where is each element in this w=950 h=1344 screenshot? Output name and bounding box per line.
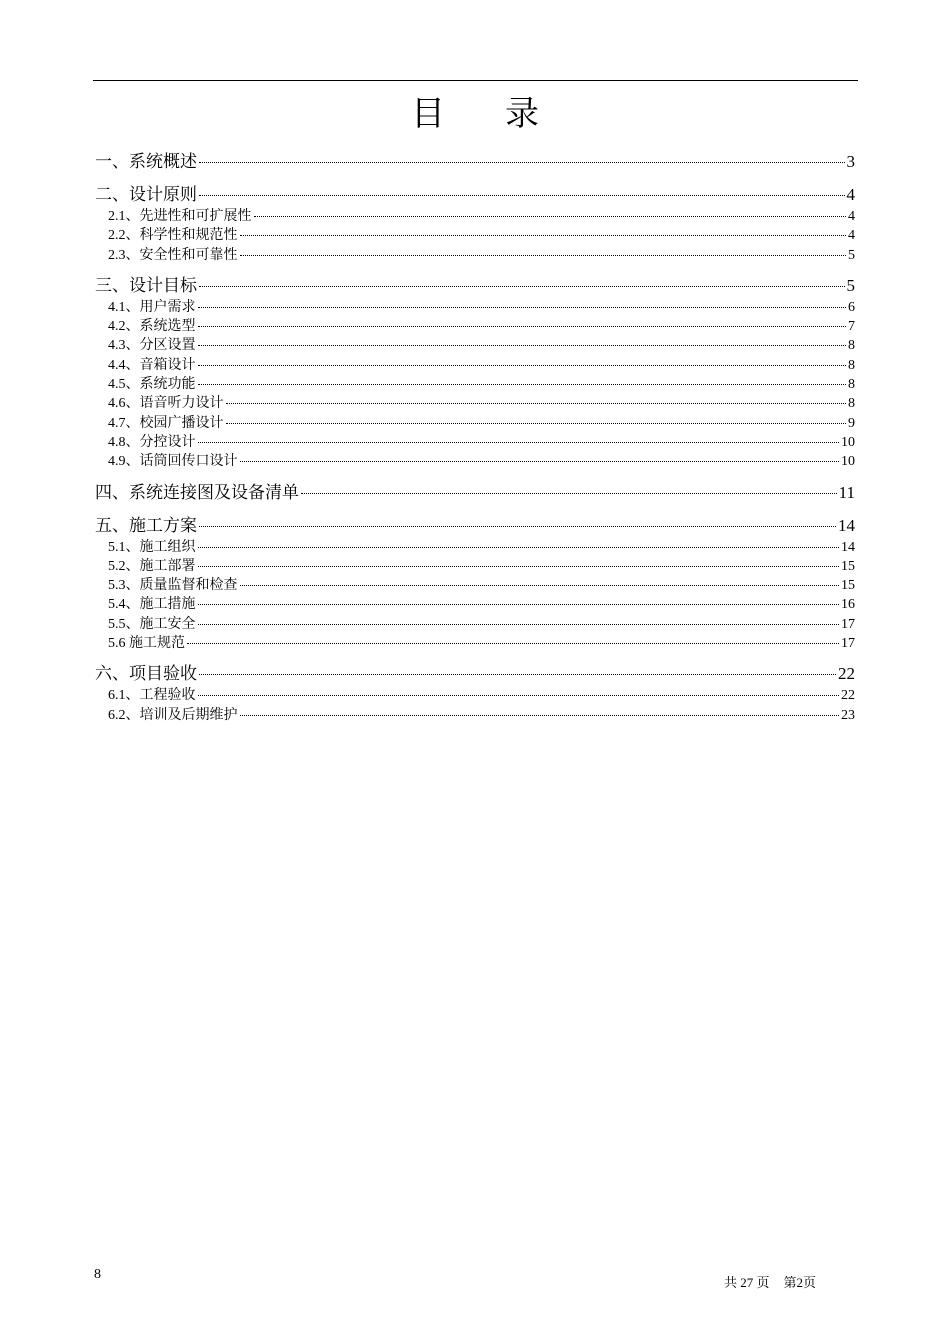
toc-entry-label: 4.4、音箱设计 xyxy=(108,357,196,373)
toc-entry-page: 15 xyxy=(841,558,855,574)
toc-entry-label: 6.2、培训及后期维护 xyxy=(108,707,238,723)
title-char-1: 目 xyxy=(411,96,445,133)
toc-entry-page: 8 xyxy=(848,357,855,373)
toc-entry-label: 4.5、系统功能 xyxy=(108,377,196,393)
toc-entry-label: 5.5、施工安全 xyxy=(108,616,196,632)
toc-entry-label: 4.2、系统选型 xyxy=(108,319,196,335)
toc-entry-label: 6.1、工程验收 xyxy=(108,688,196,704)
toc-dot-leader xyxy=(240,255,847,256)
toc-section-entry[interactable] xyxy=(95,207,855,226)
toc-entry-page: 4 xyxy=(846,185,855,204)
toc-section-entry[interactable] xyxy=(95,394,855,413)
toc-entry-page: 14 xyxy=(838,515,855,535)
toc-dot-leader xyxy=(198,547,840,548)
toc-entry-page: 4 xyxy=(848,209,855,224)
toc-dot-leader xyxy=(226,423,847,424)
toc-entry-page: 23 xyxy=(841,707,855,723)
toc-chapter-entry[interactable] xyxy=(95,273,855,298)
toc-chapter-entry[interactable] xyxy=(95,661,855,686)
toc-dot-leader xyxy=(198,384,847,385)
toc-section-entry[interactable] xyxy=(95,686,855,705)
toc-section-entry[interactable] xyxy=(95,557,855,576)
toc-entry-page: 8 xyxy=(848,338,855,354)
toc-dot-leader xyxy=(199,286,845,287)
footer-current-page: 第2页 xyxy=(783,1275,817,1290)
toc-entry-label: 4.1、用户需求 xyxy=(108,299,196,315)
toc-entry-label: 五、施工方案 xyxy=(95,515,197,535)
toc-dot-leader xyxy=(198,624,840,625)
toc-entry-label: 4.8、分控设计 xyxy=(108,434,196,450)
toc-section-entry[interactable] xyxy=(95,356,855,375)
toc-dot-leader xyxy=(199,195,845,196)
toc-dot-leader xyxy=(199,162,845,163)
title-char-2: 录 xyxy=(505,96,539,133)
toc-entry-label: 一、系统概述 xyxy=(95,152,197,171)
toc-section-entry[interactable] xyxy=(95,226,855,245)
toc-dot-leader xyxy=(254,216,847,217)
toc-entry-label: 2.1、先进性和可扩展性 xyxy=(108,209,252,224)
toc-entry-page: 8 xyxy=(848,396,855,412)
footer-page-info xyxy=(724,1274,816,1292)
toc-entry-label: 4.6、语音听力设计 xyxy=(108,396,224,412)
toc-entry-label: 5.3、质量监督和检查 xyxy=(108,578,238,594)
toc-section-entry[interactable] xyxy=(95,538,855,557)
toc-section-entry[interactable] xyxy=(95,706,855,725)
toc-dot-leader xyxy=(199,526,836,527)
toc-entry-label: 5.6 施工规范 xyxy=(108,636,185,652)
toc-entry-label: 5.2、施工部署 xyxy=(108,558,196,574)
toc-entry-page: 6 xyxy=(848,299,855,315)
toc-entry-label: 4.3、分区设置 xyxy=(108,338,196,354)
toc-entry-page: 10 xyxy=(841,454,855,470)
toc-section-entry[interactable] xyxy=(95,433,855,452)
toc-entry-page: 5 xyxy=(848,247,855,263)
toc-dot-leader xyxy=(240,585,840,586)
toc-section-entry[interactable] xyxy=(95,615,855,634)
toc-entry-label: 三、设计目标 xyxy=(95,275,197,295)
table-of-contents xyxy=(95,149,855,725)
toc-section-entry[interactable] xyxy=(95,336,855,355)
toc-dot-leader xyxy=(240,715,840,716)
toc-dot-leader xyxy=(198,442,840,443)
toc-section-entry[interactable] xyxy=(95,452,855,471)
toc-chapter-entry[interactable] xyxy=(95,480,855,505)
toc-dot-leader xyxy=(198,365,847,366)
toc-entry-label: 4.9、话筒回传口设计 xyxy=(108,454,238,470)
toc-dot-leader xyxy=(198,307,847,308)
toc-entry-page: 8 xyxy=(848,377,855,393)
toc-chapter-entry[interactable] xyxy=(95,182,855,207)
toc-section-entry[interactable] xyxy=(95,414,855,433)
toc-chapter-entry[interactable] xyxy=(95,513,855,538)
toc-dot-leader xyxy=(198,695,840,696)
toc-entry-label: 2.2、科学性和规范性 xyxy=(108,228,238,244)
toc-entry-label: 六、项目验收 xyxy=(95,664,197,684)
toc-dot-leader xyxy=(301,493,837,494)
toc-dot-leader xyxy=(199,674,836,675)
toc-entry-label: 5.1、施工组织 xyxy=(108,539,196,555)
toc-entry-page: 17 xyxy=(841,616,855,632)
toc-entry-label: 二、设计原则 xyxy=(95,185,197,204)
toc-dot-leader xyxy=(198,326,847,327)
toc-entry-page: 4 xyxy=(848,228,855,244)
toc-entry-label: 四、系统连接图及设备清单 xyxy=(95,482,299,502)
toc-dot-leader xyxy=(198,566,840,567)
toc-entry-page: 14 xyxy=(841,539,855,555)
toc-section-entry[interactable] xyxy=(95,576,855,595)
toc-dot-leader xyxy=(240,235,847,236)
toc-chapter-entry[interactable] xyxy=(95,149,855,174)
toc-entry-label: 5.4、施工措施 xyxy=(108,597,196,613)
toc-section-entry[interactable] xyxy=(95,375,855,394)
toc-dot-leader xyxy=(226,403,847,404)
footer-left-number: 8 xyxy=(94,1267,101,1282)
toc-dot-leader xyxy=(198,345,847,346)
toc-entry-label: 2.3、安全性和可靠性 xyxy=(108,247,238,263)
toc-entry-page: 15 xyxy=(841,578,855,594)
toc-section-entry[interactable] xyxy=(95,595,855,614)
toc-dot-leader xyxy=(187,643,839,644)
toc-section-entry[interactable] xyxy=(95,634,855,653)
toc-entry-page: 16 xyxy=(841,597,855,613)
toc-entry-page: 7 xyxy=(848,319,855,335)
toc-entry-page: 3 xyxy=(846,152,855,171)
toc-entry-page: 22 xyxy=(838,664,855,684)
toc-dot-leader xyxy=(240,461,840,462)
footer-total-pages: 共 27 页 xyxy=(724,1275,770,1290)
toc-entry-page: 5 xyxy=(846,275,855,295)
toc-entry-page: 17 xyxy=(841,636,855,652)
toc-section-entry[interactable] xyxy=(95,298,855,317)
toc-entry-page: 11 xyxy=(838,482,855,502)
toc-section-entry[interactable] xyxy=(95,246,855,265)
toc-entry-page: 9 xyxy=(848,415,855,431)
toc-entry-page: 10 xyxy=(841,434,855,450)
header-rule xyxy=(93,80,858,81)
page-title xyxy=(0,92,950,138)
toc-section-entry[interactable] xyxy=(95,317,855,336)
toc-dot-leader xyxy=(198,604,840,605)
toc-entry-page: 22 xyxy=(841,688,855,704)
toc-entry-label: 4.7、校园广播设计 xyxy=(108,415,224,431)
